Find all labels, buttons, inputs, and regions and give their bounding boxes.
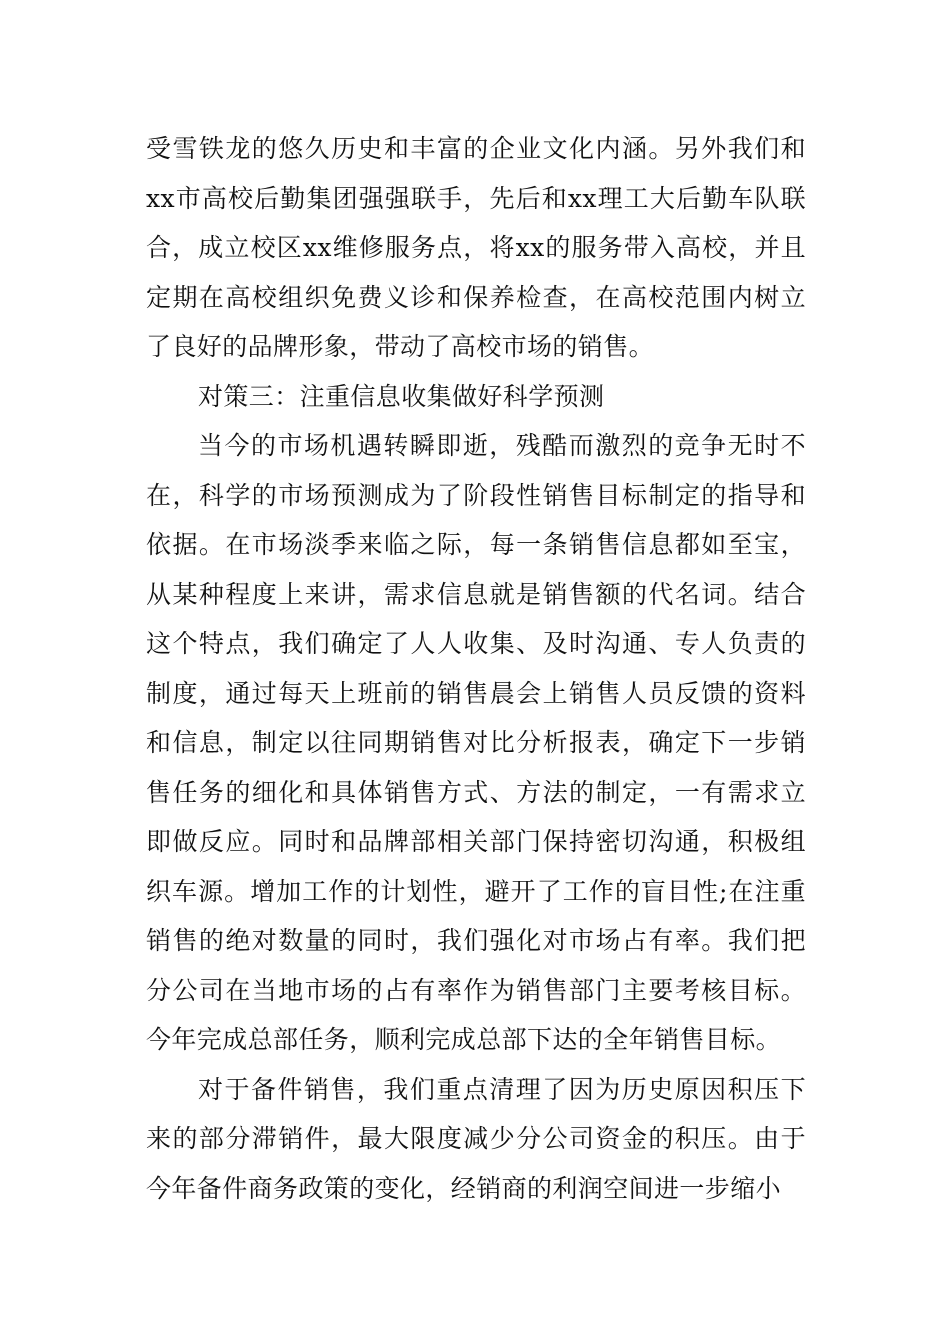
paragraph-market-forecast: 当今的市场机遇转瞬即逝，残酷而激烈的竞争无时不在，科学的市场预测成为了阶段性销售目标制定的指导和依据。在市场淡季来临之际，每一条销售信息都如至宝，从某种程度上来讲，需求信息就是销售额的代名词。结合这个特点，我们确定了人人收集、及时沟通、专人负责的制度，通过每天上班前的销售晨会上销售人员反馈的资料和信息，制定以往同期销售对比分析报表，确定下一步销售任务的细化和具体销售方式、方法的制定，一有需求立即做反应。同时和品牌部相关部门保持密切沟通，积极组织车源。增加工作的计划性，避开了工作的盲目性;在注重销售的绝对数量的同时，我们强化对市场占有率。我们把分公司在当地市场的占有率作为销售部门主要考核目标。今年完成总部任务，顺利完成总部下达的全年销售目标。: [146, 431, 806, 1054]
paragraph-parts-sales: 对于备件销售，我们重点清理了因为历史原因积压下来的部分滞销件，最大限度减少分公司资金的积压。由于今年备件商务政策的变化，经销商的利润空间进一步缩小: [146, 1074, 806, 1203]
document-body: [146, 124, 806, 1213]
section-heading-strategy-three: 对策三：注重信息收集做好科学预测: [198, 381, 605, 411]
paragraph-continuation: 受雪铁龙的悠久历史和丰富的企业文化内涵。另外我们和xx市高校后勤集团强强联手，先后和xx理工大后勤车队联合，成立校区xx维修服务点，将xx的服务带入高校，并且定期在高校组织免费义诊和保养检查，在高校范围内树立了良好的品牌形象，带动了高校市场的销售。: [146, 134, 806, 361]
